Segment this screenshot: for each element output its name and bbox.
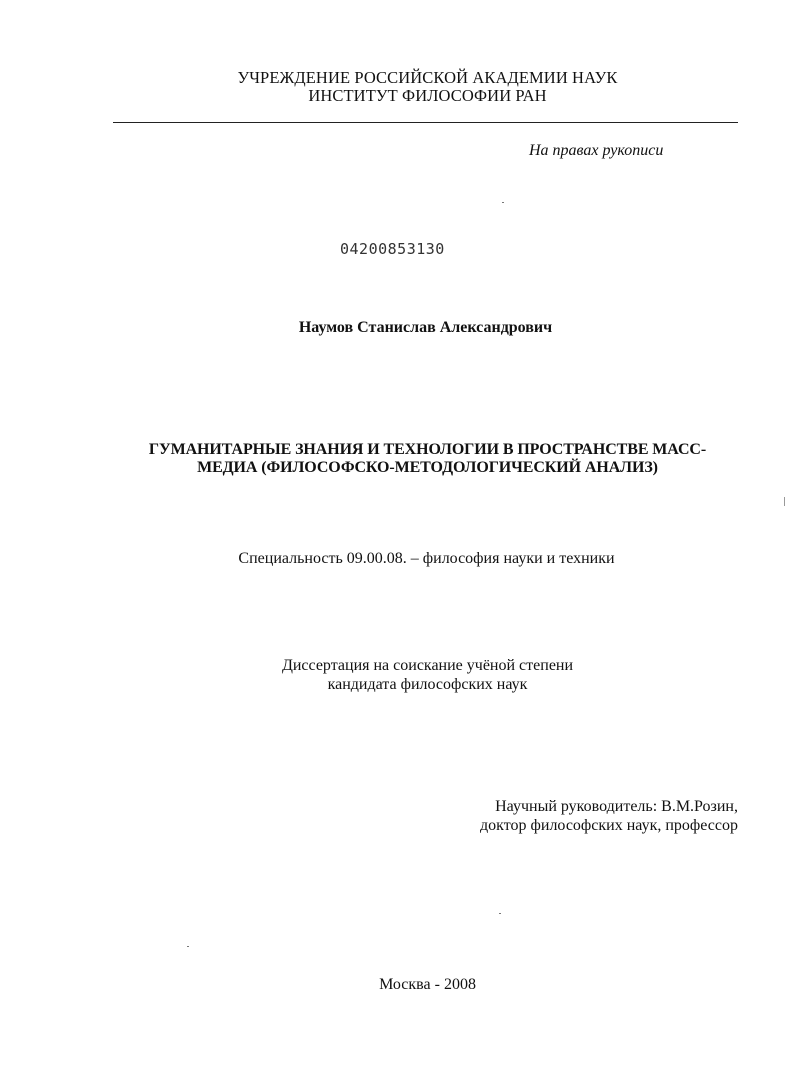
catalog-number: 04200853130 [340,240,445,258]
institution-line-2: ИНСТИТУТ ФИЛОСОФИИ РАН [308,86,547,105]
dissertation-title-line-2: МЕДИА (ФИЛОСОФСКО-МЕТОДОЛОГИЧЕСКИЙ АНАЛИЗ) [197,459,658,476]
scan-speck [499,913,501,914]
author-name: Наумов Станислав Александрович [298,319,553,336]
supervisor-line-1: Научный руководитель: В.М.Розин, [495,798,738,815]
scan-speck [502,202,504,203]
dissertation-title-line-1: ГУМАНИТАРНЫЕ ЗНАНИЯ И ТЕХНОЛОГИИ В ПРОСТРАНСТВЕ МАСС- [148,441,707,458]
header-divider [113,122,738,123]
degree-line-2: кандидата философских наук [327,676,528,693]
supervisor-line-2: доктор философских наук, профессор [480,817,738,834]
degree-line-1: Диссертация на соискание учёной степени [281,657,574,674]
scan-speck [784,497,785,506]
scan-speck [187,946,189,947]
rights-note: На правах рукописи [529,142,664,159]
specialty: Специальность 09.00.08. – философия науки и техники [238,550,615,567]
institution-line-1: УЧРЕЖДЕНИЕ РОССИЙСКОЙ АКАДЕМИИ НАУК [237,68,618,87]
place-and-year: Москва - 2008 [379,976,476,993]
